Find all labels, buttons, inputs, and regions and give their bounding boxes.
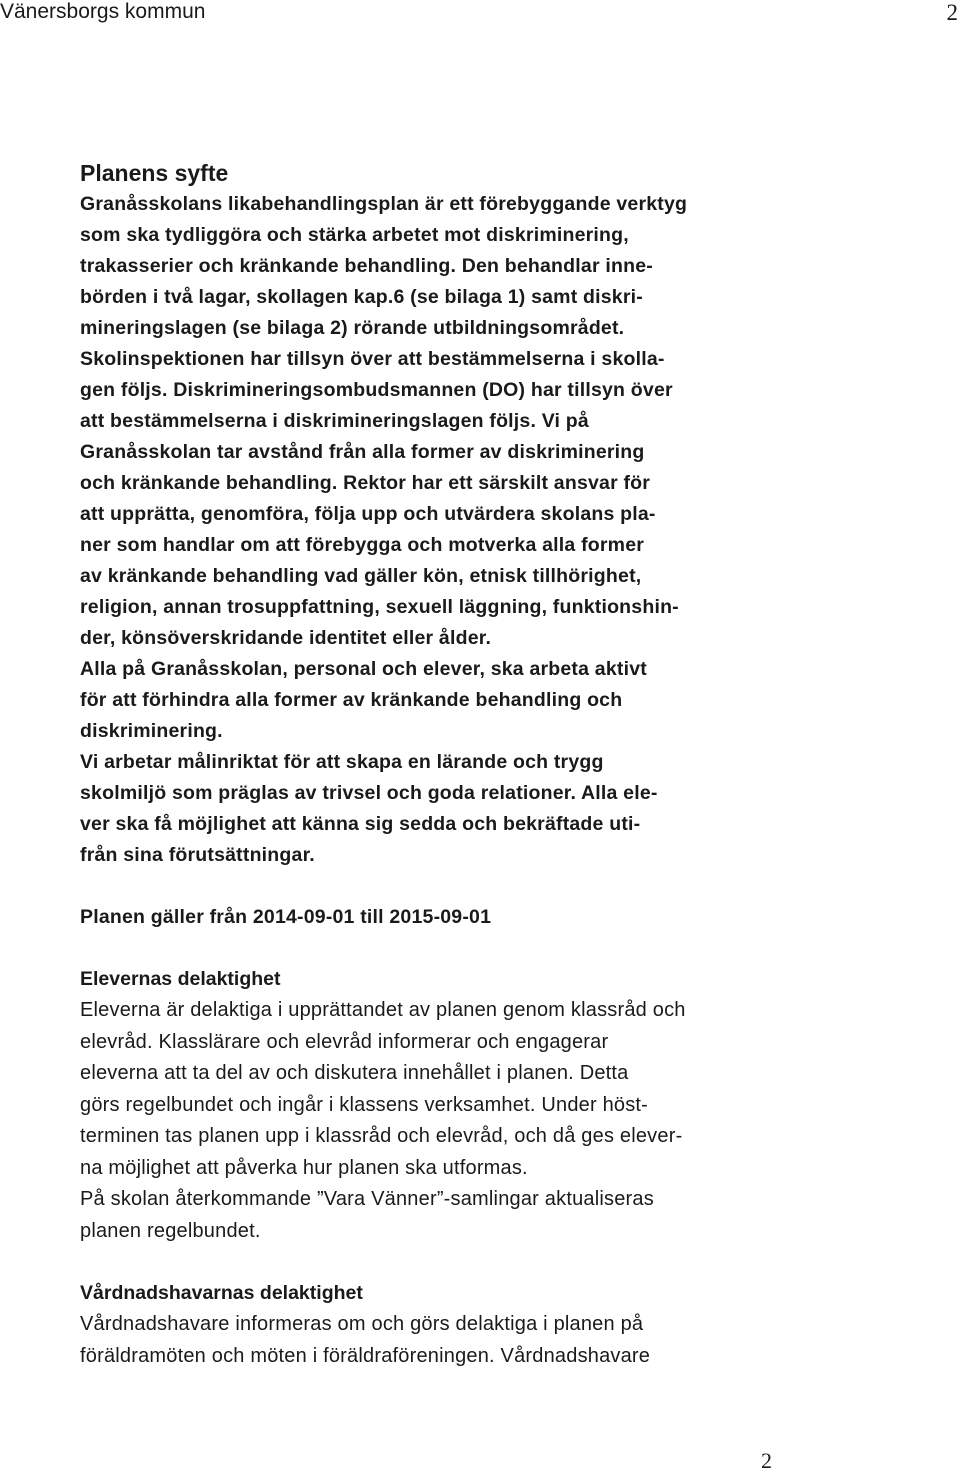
text-line: Granåsskolans likabehandlingsplan är ett förebyggande verktyg (80, 193, 688, 215)
text-line: trakasserier och kränkande behandling. Den behandlar inne- (80, 255, 653, 277)
text-line: att upprätta, genomföra, följa upp och utvärdera skolans pla- (80, 503, 656, 525)
text-line: diskriminering. (80, 720, 223, 742)
text-line: Alla på Granåsskolan, personal och elever, ska arbeta aktivt (80, 658, 647, 680)
text-line: för att förhindra alla former av kränkande behandling och (80, 689, 623, 711)
text-line: gen följs. Diskrimineringsombudsmannen (DO) har tillsyn över (80, 379, 673, 401)
section-title-vardnadshavarnas: Vårdnadshavarnas delaktighet (80, 1282, 363, 1304)
text-line: börden i två lagar, skollagen kap.6 (se bilaga 1) samt diskri- (80, 286, 643, 308)
text-line: ner som handlar om att förebygga och motverka alla former (80, 534, 645, 556)
text-line: Vårdnadshavare informeras om och görs delaktiga i planen på (80, 1313, 644, 1335)
elevernas-paragraphs (80, 995, 780, 1247)
text-line: Skolinspektionen har tillsyn över att bestämmelserna i skolla- (80, 348, 665, 370)
text-line: religion, annan trosuppfattning, sexuell läggning, funktionshin- (80, 596, 679, 618)
text-line: planen regelbundet. (80, 1219, 261, 1242)
text-line: och kränkande behandling. Rektor har ett särskilt ansvar för (80, 472, 651, 494)
organization-name: Vänersborgs kommun (0, 0, 206, 23)
section-title-elevernas: Elevernas delaktighet (80, 968, 281, 990)
document-body (80, 158, 780, 1372)
section-elevernas-delaktighet (80, 964, 780, 1247)
text-line: elevråd. Klasslärare och elevråd informerar och engagerar (80, 1030, 609, 1053)
text-line: som ska tydliggöra och stärka arbetet mot diskriminering, (80, 224, 629, 246)
text-line: terminen tas planen upp i klassråd och elevråd, och då ges elever- (80, 1125, 683, 1147)
header-page-number: 2 (946, 0, 958, 25)
syfte-paragraphs (80, 189, 780, 871)
text-line: av kränkande behandling vad gäller kön, etnisk tillhörighet, (80, 565, 642, 587)
text-line: föräldramöten och möten i föräldraföreningen. Vårdnadshavare (80, 1344, 651, 1367)
text-line: På skolan återkommande ”Vara Vänner”-samlingar aktualiseras (80, 1188, 654, 1210)
text-line: Eleverna är delaktiga i upprättandet av planen genom klassråd och (80, 999, 686, 1021)
text-line: skolmiljö som präglas av trivsel och goda relationer. Alla ele- (80, 782, 658, 804)
section-vardnadshavarnas-delaktighet (80, 1278, 780, 1372)
plan-validity (80, 902, 780, 933)
section-planens-syfte (80, 158, 780, 871)
section-title-syfte: Planens syfte (80, 160, 229, 186)
text-line: att bestämmelserna i diskrimineringslagen följs. Vi på (80, 410, 589, 432)
footer-page-number: 2 (761, 1448, 772, 1473)
page-header (0, 0, 960, 30)
text-line: Vi arbetar målinriktat för att skapa en lärande och trygg (80, 751, 604, 773)
text-line: der, könsöverskridande identitet eller ålder. (80, 627, 492, 649)
validity-text: Planen gäller från 2014-09-01 till 2015-09-01 (80, 906, 492, 928)
text-line: eleverna att ta del av och diskutera innehållet i planen. Detta (80, 1062, 629, 1084)
text-line: från sina förutsättningar. (80, 844, 315, 866)
text-line: görs regelbundet och ingår i klassens verksamhet. Under höst- (80, 1093, 649, 1116)
text-line: ver ska få möjlighet att känna sig sedda och bekräftade uti- (80, 813, 641, 835)
text-line: na möjlighet att påverka hur planen ska utformas. (80, 1156, 528, 1179)
text-line: mineringslagen (se bilaga 2) rörande utbildningsområdet. (80, 317, 625, 339)
text-line: Granåsskolan tar avstånd från alla former av diskriminering (80, 441, 645, 463)
vardnadshavarnas-paragraphs (80, 1309, 780, 1372)
